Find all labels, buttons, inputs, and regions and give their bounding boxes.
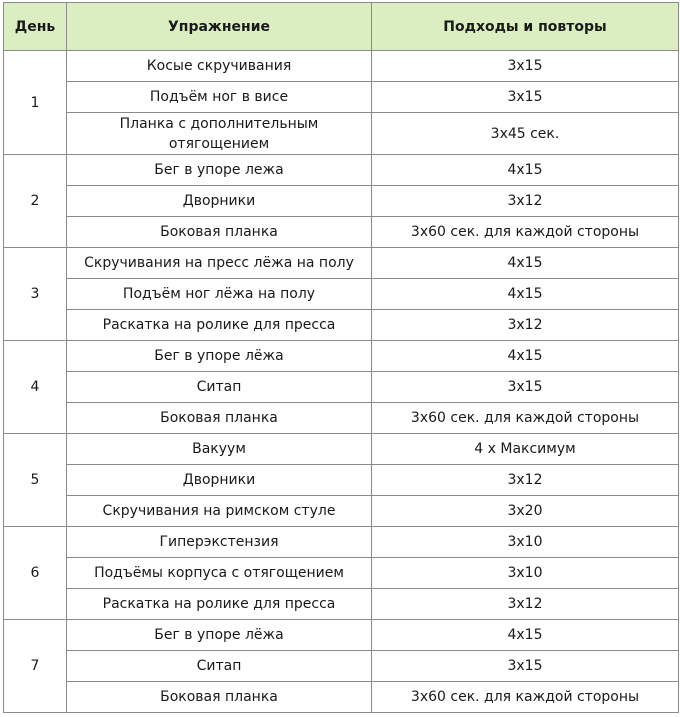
day-cell: 6 <box>4 527 67 620</box>
sets-cell: 3х60 сек. для каждой стороны <box>372 217 679 248</box>
exercise-cell: Боковая планка <box>67 217 372 248</box>
table-row <box>4 651 679 682</box>
table-row <box>4 372 679 403</box>
table-row <box>4 434 679 465</box>
table-row <box>4 589 679 620</box>
sets-cell: 3х60 сек. для каждой стороны <box>372 403 679 434</box>
day-cell: 5 <box>4 434 67 527</box>
table-row <box>4 279 679 310</box>
exercise-cell: Вакуум <box>67 434 372 465</box>
table-row <box>4 217 679 248</box>
table-row <box>4 620 679 651</box>
exercise-cell: Ситап <box>67 372 372 403</box>
sets-cell: 3х10 <box>372 527 679 558</box>
exercise-cell: Бег в упоре лёжа <box>67 341 372 372</box>
exercise-cell: Косые скручивания <box>67 51 372 82</box>
workout-table <box>3 2 679 713</box>
table-row <box>4 558 679 589</box>
sets-cell: 4х15 <box>372 341 679 372</box>
day-cell: 2 <box>4 155 67 248</box>
exercise-cell: Боковая планка <box>67 403 372 434</box>
table-row <box>4 248 679 279</box>
exercise-cell: Ситап <box>67 651 372 682</box>
exercise-cell: Дворники <box>67 465 372 496</box>
exercise-cell: Планка с дополнительным отягощением <box>67 113 372 155</box>
exercise-cell: Подъём ног лёжа на полу <box>67 279 372 310</box>
sets-cell: 4 х Максимум <box>372 434 679 465</box>
exercise-cell: Скручивания на римском стуле <box>67 496 372 527</box>
table-row <box>4 496 679 527</box>
day-cell: 7 <box>4 620 67 713</box>
table-row <box>4 403 679 434</box>
table-row <box>4 341 679 372</box>
sets-cell: 3х15 <box>372 51 679 82</box>
sets-cell: 3х12 <box>372 465 679 496</box>
day-cell: 1 <box>4 51 67 155</box>
table-row <box>4 155 679 186</box>
exercise-cell: Подъёмы корпуса с отягощением <box>67 558 372 589</box>
exercise-cell: Дворники <box>67 186 372 217</box>
table-row <box>4 465 679 496</box>
table-row <box>4 186 679 217</box>
exercise-cell: Раскатка на ролике для пресса <box>67 310 372 341</box>
header-sets: Подходы и повторы <box>372 3 679 51</box>
table-row <box>4 51 679 82</box>
exercise-cell: Бег в упоре лёжа <box>67 620 372 651</box>
sets-cell: 3х60 сек. для каждой стороны <box>372 682 679 713</box>
sets-cell: 3х10 <box>372 558 679 589</box>
table-row <box>4 113 679 155</box>
sets-cell: 3х15 <box>372 372 679 403</box>
day-cell: 3 <box>4 248 67 341</box>
sets-cell: 4х15 <box>372 620 679 651</box>
table-row <box>4 682 679 713</box>
sets-cell: 4х15 <box>372 248 679 279</box>
sets-cell: 3х12 <box>372 310 679 341</box>
sets-cell: 3х45 сек. <box>372 113 679 155</box>
exercise-cell: Гиперэкстензия <box>67 527 372 558</box>
exercise-cell: Раскатка на ролике для пресса <box>67 589 372 620</box>
sets-cell: 3х15 <box>372 651 679 682</box>
exercise-cell: Скручивания на пресс лёжа на полу <box>67 248 372 279</box>
header-day: День <box>4 3 67 51</box>
sets-cell: 3х15 <box>372 82 679 113</box>
day-cell: 4 <box>4 341 67 434</box>
sets-cell: 3х12 <box>372 589 679 620</box>
sets-cell: 3х20 <box>372 496 679 527</box>
header-exercise: Упражнение <box>67 3 372 51</box>
sets-cell: 4х15 <box>372 279 679 310</box>
table-row <box>4 310 679 341</box>
table-header-row <box>4 3 679 51</box>
sets-cell: 3х12 <box>372 186 679 217</box>
exercise-cell: Подъём ног в висе <box>67 82 372 113</box>
exercise-cell: Бег в упоре лежа <box>67 155 372 186</box>
table-row <box>4 82 679 113</box>
table-row <box>4 527 679 558</box>
exercise-cell: Боковая планка <box>67 682 372 713</box>
sets-cell: 4х15 <box>372 155 679 186</box>
